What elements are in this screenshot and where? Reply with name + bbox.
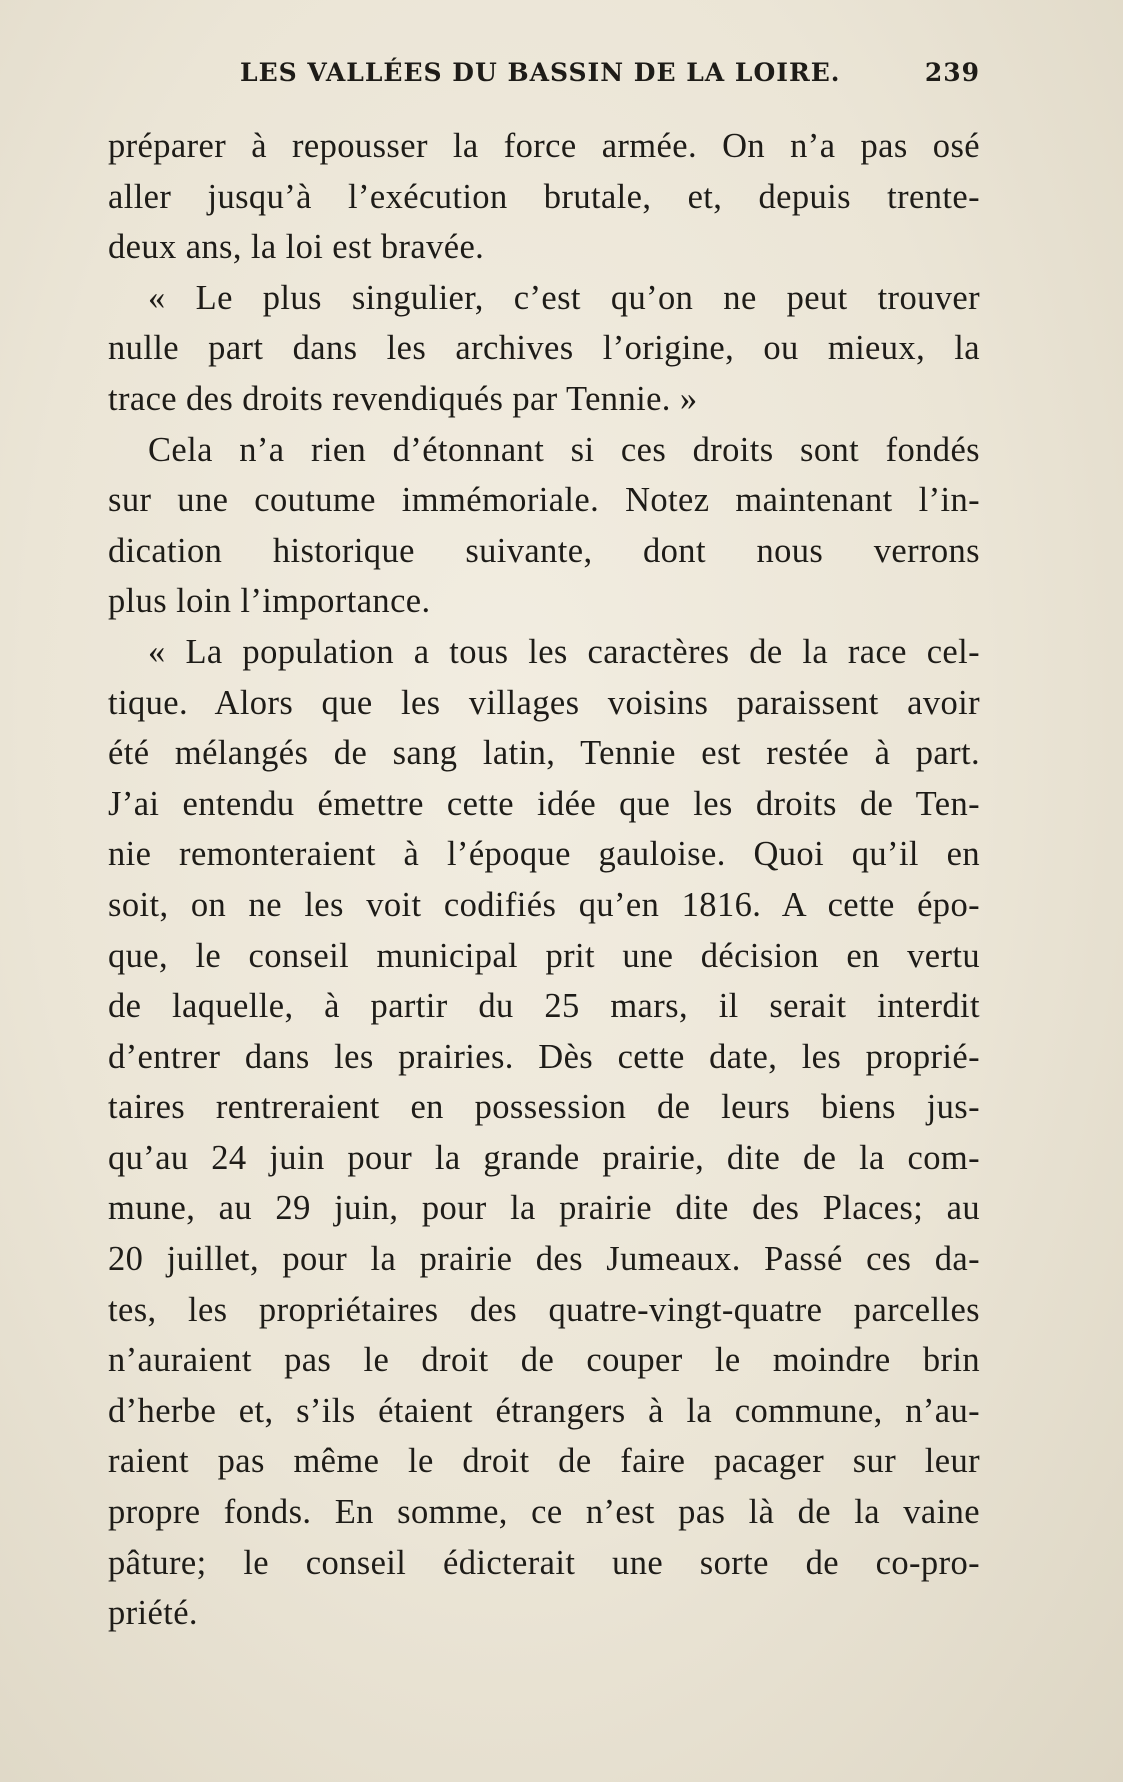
page-number: 239 — [924, 58, 980, 87]
text-line: été mélangés de sang latin, Tennie est restée à part. — [108, 734, 980, 773]
text-line: Cela n’a rien d’étonnant si ces droits sont fondés — [148, 430, 980, 469]
text-line: propre fonds. En somme, ce n’est pas là de la vaine — [108, 1493, 980, 1532]
text-line: qu’au 24 juin pour la grande prairie, dite de la com- — [108, 1138, 980, 1177]
text-line: deux ans, la loi est bravée. — [108, 228, 485, 267]
body-text — [108, 121, 980, 1639]
text-line: sur une coutume immémoriale. Notez maintenant l’in- — [108, 481, 980, 520]
text-line: aller jusqu’à l’exécution brutale, et, depuis trente- — [108, 177, 980, 216]
text-line: J’ai entendu émettre cette idée que les droits de Ten- — [108, 784, 980, 823]
running-head-title: LES VALLÉES DU BASSIN DE LA LOIRE. — [240, 58, 841, 87]
text-line: nie remonteraient à l’époque gauloise. Quoi qu’il en — [108, 835, 980, 874]
text-line: d’herbe et, s’ils étaient étrangers à la commune, n’au- — [108, 1391, 980, 1430]
text-line: 20 juillet, pour la prairie des Jumeaux. Passé ces da- — [108, 1240, 980, 1279]
text-line: mune, au 29 juin, pour la prairie dite des Places; au — [108, 1189, 980, 1228]
text-line: trace des droits revendiqués par Tennie. » — [108, 379, 698, 418]
running-head — [240, 58, 980, 98]
text-line: plus loin l’importance. — [108, 582, 431, 621]
text-line: pâture; le conseil édicterait une sorte de co-pro- — [108, 1543, 980, 1582]
text-line: n’auraient pas le droit de couper le moindre brin — [108, 1341, 980, 1380]
text-line: raient pas même le droit de faire pacager sur leur — [108, 1442, 980, 1481]
text-line: que, le conseil municipal prit une décision en vertu — [108, 936, 980, 975]
text-line: d’entrer dans les prairies. Dès cette date, les proprié- — [108, 1037, 980, 1076]
text-line: soit, on ne les voit codifiés qu’en 1816. A cette épo- — [108, 885, 980, 924]
text-line: priété. — [108, 1594, 198, 1633]
text-line: tes, les propriétaires des quatre-vingt-quatre parcelles — [108, 1290, 980, 1329]
text-line: « Le plus singulier, c’est qu’on ne peut trouver — [148, 278, 980, 317]
text-line: nulle part dans les archives l’origine, ou mieux, la — [108, 329, 980, 368]
text-line: dication historique suivante, dont nous verrons — [108, 531, 980, 570]
text-line: « La population a tous les caractères de la race cel- — [148, 632, 980, 671]
text-line: préparer à repousser la force armée. On n’a pas osé — [108, 127, 980, 165]
text-line: de laquelle, à partir du 25 mars, il serait interdit — [108, 987, 980, 1026]
text-line: taires rentreraient en possession de leurs biens jus- — [108, 1088, 980, 1127]
text-line: tique. Alors que les villages voisins paraissent avoir — [108, 683, 980, 722]
